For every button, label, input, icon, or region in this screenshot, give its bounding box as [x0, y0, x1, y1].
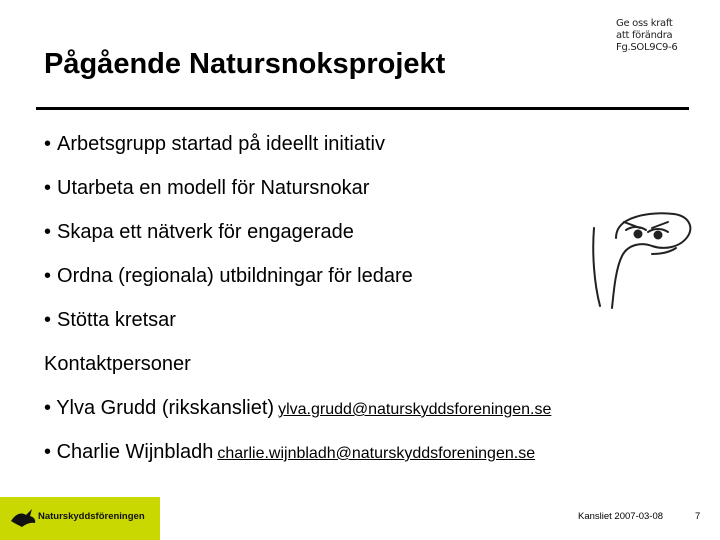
- bullet-text: Arbetsgrupp startad på ideellt initiativ: [57, 133, 385, 155]
- bullet-text: Stötta kretsar: [57, 309, 176, 331]
- bullet-item: [44, 309, 176, 332]
- contact-email-link[interactable]: ylva.grudd@naturskyddsforeningen.se: [278, 401, 552, 418]
- bullet-dot: •: [44, 177, 52, 199]
- contact-item: [44, 441, 535, 464]
- contact-name: Ylva Grudd (rikskansliet): [56, 397, 275, 419]
- bullet-dot: •: [44, 441, 52, 463]
- title-divider: [36, 107, 689, 110]
- bullet-dot: •: [44, 133, 52, 155]
- bullet-dot: •: [44, 221, 52, 243]
- bullet-item: [44, 133, 385, 156]
- bullet-dot: •: [44, 309, 52, 331]
- bullet-dot: •: [44, 265, 52, 287]
- slide-title: Pågående Natursnoksprojekt: [44, 48, 446, 80]
- campaign-logo-line-2: att förändra: [616, 30, 673, 41]
- contacts-heading: Kontaktpersoner: [44, 353, 191, 375]
- bullet-item: [44, 221, 354, 244]
- campaign-logo-line-1: Ge oss kraft: [616, 18, 673, 29]
- contact-item: [44, 397, 551, 420]
- bird-logo-icon: [8, 503, 38, 533]
- bullet-text: Ordna (regionala) utbildningar för ledare: [57, 265, 413, 287]
- campaign-logo-line-3: Fg.SOL9C9-6: [616, 42, 678, 53]
- footer-date: Kansliet 2007-03-08: [578, 511, 664, 522]
- contact-name: Charlie Wijnbladh: [56, 441, 214, 463]
- bullet-dot: •: [44, 397, 52, 419]
- footer-page-number: 7: [695, 511, 701, 522]
- bullet-text: Skapa ett nätverk för engagerade: [57, 221, 354, 243]
- grumpy-creature-drawing-icon: [582, 208, 702, 318]
- bullet-item: [44, 177, 369, 200]
- bullet-text: Utarbeta en modell för Natursnokar: [57, 177, 370, 199]
- campaign-logo: [616, 18, 686, 68]
- footer-org-name: Naturskyddsföreningen: [38, 511, 145, 522]
- contact-email-link[interactable]: charlie.wijnbladh@naturskyddsforeningen.se: [217, 445, 536, 462]
- bullet-item: [44, 265, 413, 288]
